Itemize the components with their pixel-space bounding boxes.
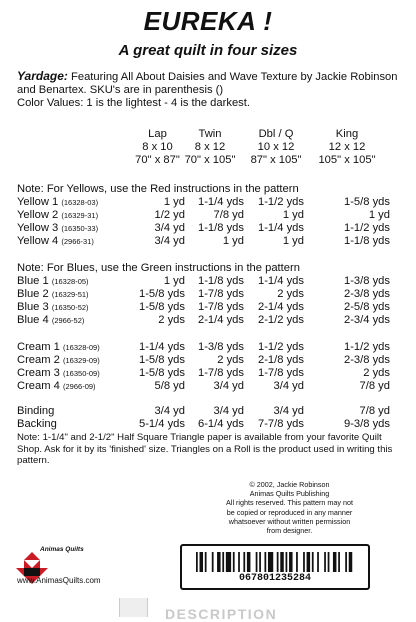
yardage-row	[17, 222, 402, 235]
barcode-bar	[277, 552, 279, 572]
tab-handle[interactable]	[119, 598, 148, 617]
yardage-value: 2 yds	[277, 288, 304, 300]
yardage-value: 7-7/8 yds	[257, 418, 304, 430]
fabric-label: Blue 3 (16350-52)	[17, 301, 89, 313]
yardage-value: 1 yd	[368, 209, 390, 221]
yardage-value: 1-1/8 yds	[343, 235, 390, 247]
fabric-sku: (16350-33)	[61, 224, 99, 233]
fabric-label: Cream 4 (2966-09)	[17, 380, 96, 392]
yardage-value: 7/8 yd	[213, 209, 244, 221]
barcode-bar	[324, 552, 326, 572]
barcode-bar	[243, 552, 245, 572]
barcode-number: 067801235284	[238, 573, 311, 584]
logo-text: Animas Quilts	[40, 546, 84, 553]
barcode-bar	[289, 552, 293, 572]
yardage-value: 1-3/8 yds	[343, 275, 390, 287]
barcode-box	[180, 544, 370, 590]
yardage-row	[17, 367, 402, 380]
footnote: Note: 1-1/4" and 2-1/2" Half Square Triangle paper is available from your favorite Quilt Shop. Ask for it by its 'finished' size. Triangles on a Roll is the product used in writing this pattern.	[17, 432, 393, 466]
yardage-value: 1-5/8 yds	[138, 354, 185, 366]
yardage-value: 2-1/4 yds	[257, 301, 304, 313]
yardage-value: 1-5/8 yds	[138, 288, 185, 300]
barcode-bar	[307, 552, 311, 572]
yardage-value: 5-1/4 yds	[138, 418, 185, 430]
barcode-bar	[226, 552, 231, 572]
yardage-value: 3/4 yd	[154, 405, 185, 417]
fabric-label: Yellow 3 (16350-33)	[17, 222, 99, 234]
yardage-value: 1-1/4 yds	[257, 222, 304, 234]
yardage-row	[17, 341, 402, 354]
yardage-row	[17, 380, 402, 393]
yardage-intro	[17, 70, 402, 110]
color-values-text: Color Values: 1 is the lightest - 4 is the darkest.	[17, 97, 250, 109]
copyright-block: © 2002, Jackie Robinson Animas Quilts Publishing All rights reserved. This pattern may not be copied or reproduced in any manner whatsoever without written permission from designer.	[226, 480, 353, 536]
yardage-value: 1-1/8 yds	[197, 275, 244, 287]
fabric-sku: (16328-03)	[61, 198, 99, 207]
yardage-value: 2-1/2 yds	[257, 314, 304, 326]
yardage-value: 2-3/8 yds	[343, 354, 390, 366]
yardage-value: 1 yd	[282, 235, 304, 247]
fabric-label: Cream 3 (16350-09)	[17, 367, 100, 379]
yardage-row	[17, 196, 402, 209]
size-header-dbl-q: Dbl / Q 10 x 12 87" x 105"	[250, 128, 302, 166]
website-link[interactable]: www.AnimasQuilts.com	[17, 576, 101, 585]
fabric-sku: (16328-09)	[63, 343, 100, 352]
yardage-row	[17, 275, 402, 288]
yardage-value: 2-3/4 yds	[343, 314, 390, 326]
yardage-value: 7/8 yd	[359, 380, 390, 392]
yardage-value: 1-1/2 yds	[257, 196, 304, 208]
yardage-value: 2 yds	[158, 314, 185, 326]
barcode-bar	[303, 552, 305, 572]
barcode-bar	[247, 552, 251, 572]
fabric-sku: (2966-31)	[61, 237, 94, 246]
fabric-sku: (2966-52)	[51, 316, 85, 325]
fabric-label: Binding	[17, 405, 55, 417]
barcode-bar	[212, 552, 214, 572]
barcode-bar	[196, 552, 198, 572]
yardage-value: 1-1/2 yds	[257, 341, 304, 353]
fabric-sku: (2966-09)	[63, 382, 96, 391]
yardage-value: 1-7/8 yds	[197, 301, 244, 313]
yardage-value: 2-5/8 yds	[343, 301, 390, 313]
yardage-value: 7/8 yd	[359, 405, 390, 417]
yardage-value: 1-3/8 yds	[197, 341, 244, 353]
yardage-value: 1-1/2 yds	[343, 222, 390, 234]
size-header-lap: Lap 8 x 10 70" x 87"	[135, 128, 180, 166]
barcode-bar	[338, 552, 340, 572]
size-header-twin: Twin 8 x 12 70" x 105"	[184, 128, 236, 166]
yardage-value: 6-1/4 yds	[197, 418, 244, 430]
pattern-title: EUREKA !	[143, 6, 273, 36]
fabric-sku: (16329-09)	[63, 356, 100, 365]
barcode-bar	[256, 552, 258, 572]
barcode-bar	[280, 552, 284, 572]
yardage-value: 1 yd	[163, 196, 185, 208]
barcode-bar	[205, 552, 207, 572]
barcode-bar	[259, 552, 261, 572]
yardage-row	[17, 405, 402, 418]
yardage-value: 5/8 yd	[154, 380, 185, 392]
yardage-value: 1-5/8 yds	[343, 196, 390, 208]
barcode-bar	[312, 552, 314, 572]
yardage-value: 1/2 yd	[154, 209, 185, 221]
yardage-value: 1-5/8 yds	[138, 301, 185, 313]
yardage-value: 1 yd	[282, 209, 304, 221]
yardage-value: 9-3/8 yds	[343, 418, 390, 430]
fabric-label: Cream 1 (16328-09)	[17, 341, 100, 353]
fabric-sku: (16329-51)	[51, 290, 89, 299]
yardage-value: 2-1/8 yds	[257, 354, 304, 366]
yardage-value: 3/4 yd	[154, 235, 185, 247]
yardage-row	[17, 418, 402, 431]
yardage-value: 2 yds	[363, 367, 390, 379]
fabric-label: Blue 1 (16328-05)	[17, 275, 89, 287]
yardage-value: 2-1/4 yds	[197, 314, 244, 326]
fabric-sku: (16350-52)	[51, 303, 89, 312]
yardage-value: 1-1/8 yds	[197, 222, 244, 234]
yardage-value: 3/4 yd	[213, 380, 244, 392]
yardage-text: Featuring All About Daisies and Wave Texture by Jackie Robinson and Benartex. SKU's are in parenthesis ()	[17, 71, 398, 96]
yardage-row	[17, 209, 402, 222]
barcode-bar	[286, 552, 288, 572]
yardage-value: 1-1/2 yds	[343, 341, 390, 353]
barcode-bar	[222, 552, 224, 572]
size-header-king: King 12 x 12 105" x 105"	[318, 128, 376, 166]
fabric-label: Yellow 4 (2966-31)	[17, 235, 94, 247]
yardage-value: 2 yds	[217, 354, 244, 366]
yardage-value: 1-1/4 yds	[257, 275, 304, 287]
barcode-bar	[238, 552, 240, 572]
yardage-value: 1-5/8 yds	[138, 367, 185, 379]
yardage-row	[17, 314, 402, 327]
yardage-row	[17, 235, 402, 248]
barcode-bar	[217, 552, 221, 572]
yardage-value: 1 yd	[163, 275, 185, 287]
description-heading: DESCRIPTION	[165, 606, 278, 622]
yardage-value: 1 yd	[222, 235, 244, 247]
barcode-bar	[333, 552, 337, 572]
yardage-value: 3/4 yd	[213, 405, 244, 417]
barcode-bar	[200, 552, 204, 572]
yardage-value: 3/4 yd	[273, 380, 304, 392]
fabric-label: Blue 4 (2966-52)	[17, 314, 85, 326]
yardage-value: 1-7/8 yds	[197, 367, 244, 379]
yardage-value: 1-1/4 yds	[138, 341, 185, 353]
yardage-row	[17, 288, 402, 301]
barcode-bar	[317, 552, 319, 572]
barcode-bar	[233, 552, 235, 572]
fabric-label: Cream 2 (16329-09)	[17, 354, 100, 366]
yardage-row	[17, 301, 402, 314]
barcode-bar	[264, 552, 266, 572]
fabric-label: Yellow 2 (16329-31)	[17, 209, 99, 221]
fabric-label: Backing	[17, 418, 57, 430]
yardage-value: 1-1/4 yds	[197, 196, 244, 208]
fabric-label: Blue 2 (16329-51)	[17, 288, 89, 300]
yardage-value: 3/4 yd	[273, 405, 304, 417]
yardage-value: 3/4 yd	[154, 222, 185, 234]
barcode-icon	[196, 552, 354, 572]
barcode-bar	[345, 552, 347, 572]
yardage-row	[17, 354, 402, 367]
fabric-sku: (16329-31)	[61, 211, 99, 220]
yardage-value: 2-3/8 yds	[343, 288, 390, 300]
barcode-bar	[268, 552, 273, 572]
note-blues: Note: For Blues, use the Green instructions in the pattern	[17, 262, 300, 274]
pattern-subtitle: A great quilt in four sizes	[118, 42, 298, 59]
yardage-value: 1-7/8 yds	[197, 288, 244, 300]
yardage-value: 1-7/8 yds	[257, 367, 304, 379]
barcode-bar	[328, 552, 330, 572]
fabric-label: Yellow 1 (16328-03)	[17, 196, 99, 208]
barcode-bar	[296, 552, 298, 572]
fabric-sku: (16328-05)	[51, 277, 89, 286]
barcode-bar	[349, 552, 353, 572]
yardage-label: Yardage:	[17, 69, 68, 83]
fabric-sku: (16350-09)	[63, 369, 100, 378]
note-yellows: Note: For Yellows, use the Red instructions in the pattern	[17, 183, 299, 195]
